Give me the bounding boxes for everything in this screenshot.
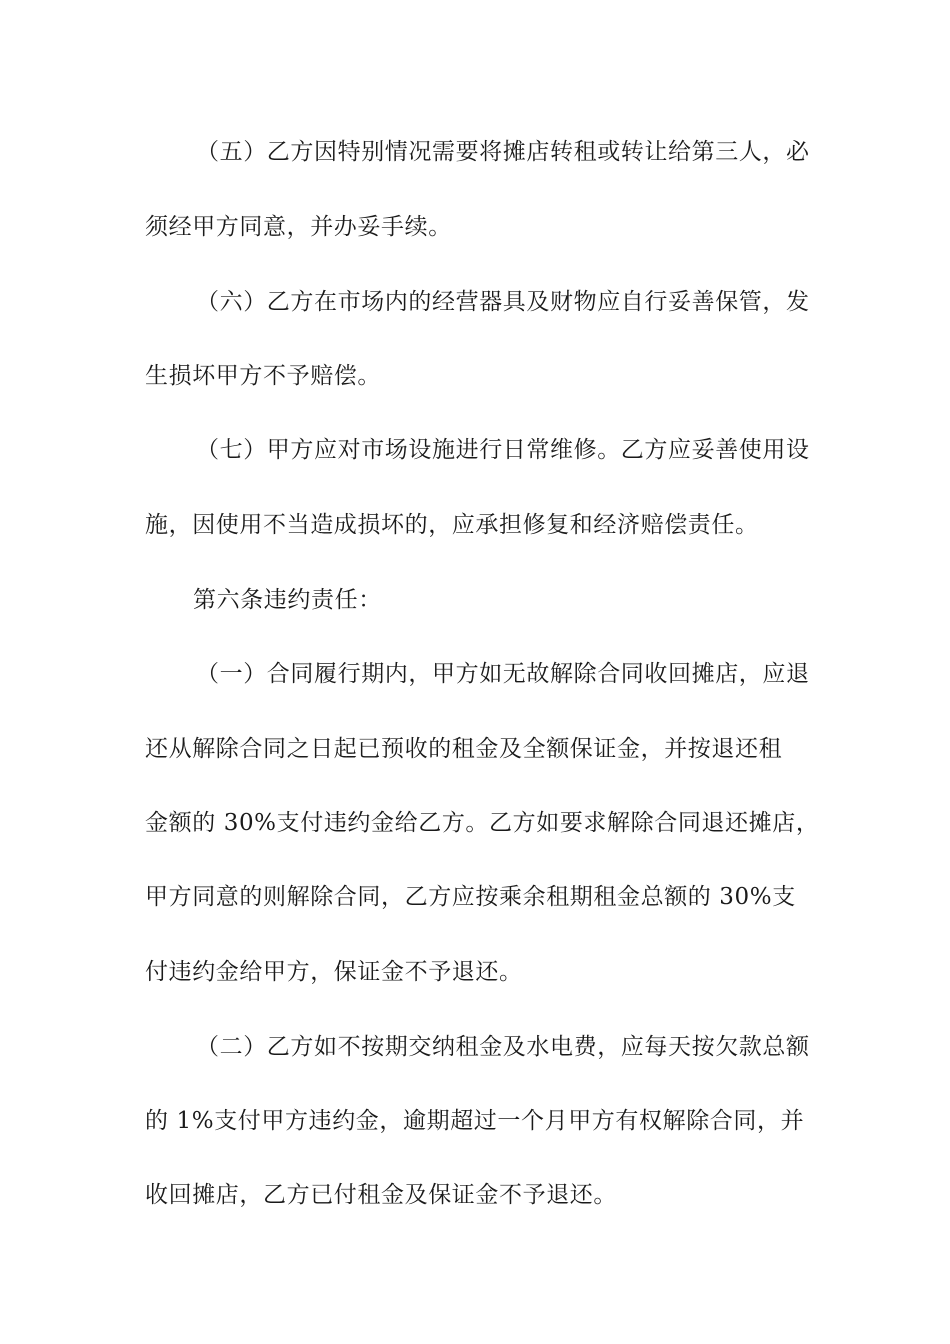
clause-six-line-1: （六）乙方在市场内的经营器具及财物应自行妥善保管，发: [196, 289, 810, 315]
breach-clause-two-line-2: 的 1%支付甲方违约金，逾期超过一个月甲方有权解除合同，并: [145, 1108, 805, 1134]
breach-clause-one-line-2: 还从解除合同之日起已预收的租金及全额保证金，并按退还租: [145, 736, 783, 762]
breach-clause-two-line-3: 收回摊店，乙方已付租金及保证金不予退还。: [145, 1182, 617, 1208]
clause-seven-line-2: 施，因使用不当造成损坏的，应承担修复和经济赔偿责任。: [145, 512, 759, 538]
clause-five-line-1: （五）乙方因特别情况需要将摊店转租或转让给第三人，必: [196, 139, 810, 165]
breach-clause-two-line-1: （二）乙方如不按期交纳租金及水电费，应每天按欠款总额: [196, 1034, 810, 1060]
breach-clause-one-line-3: 金额的 30%支付违约金给乙方。乙方如要求解除合同退还摊店，: [145, 810, 820, 836]
clause-five-line-2: 须经甲方同意，并办妥手续。: [145, 214, 452, 240]
breach-clause-one-line-4: 甲方同意的则解除合同，乙方应按乘余租期租金总额的 30%支: [145, 884, 796, 910]
breach-clause-one-line-5: 付违约金给甲方，保证金不予退还。: [145, 959, 523, 985]
breach-clause-one-line-1: （一）合同履行期内，甲方如无故解除合同收回摊店，应退: [196, 661, 810, 687]
clause-six-line-2: 生损坏甲方不予赔偿。: [145, 363, 381, 389]
clause-seven-line-1: （七）甲方应对市场设施进行日常维修。乙方应妥善使用设: [196, 437, 810, 463]
article-six-heading: 第六条违约责任：: [193, 587, 382, 613]
